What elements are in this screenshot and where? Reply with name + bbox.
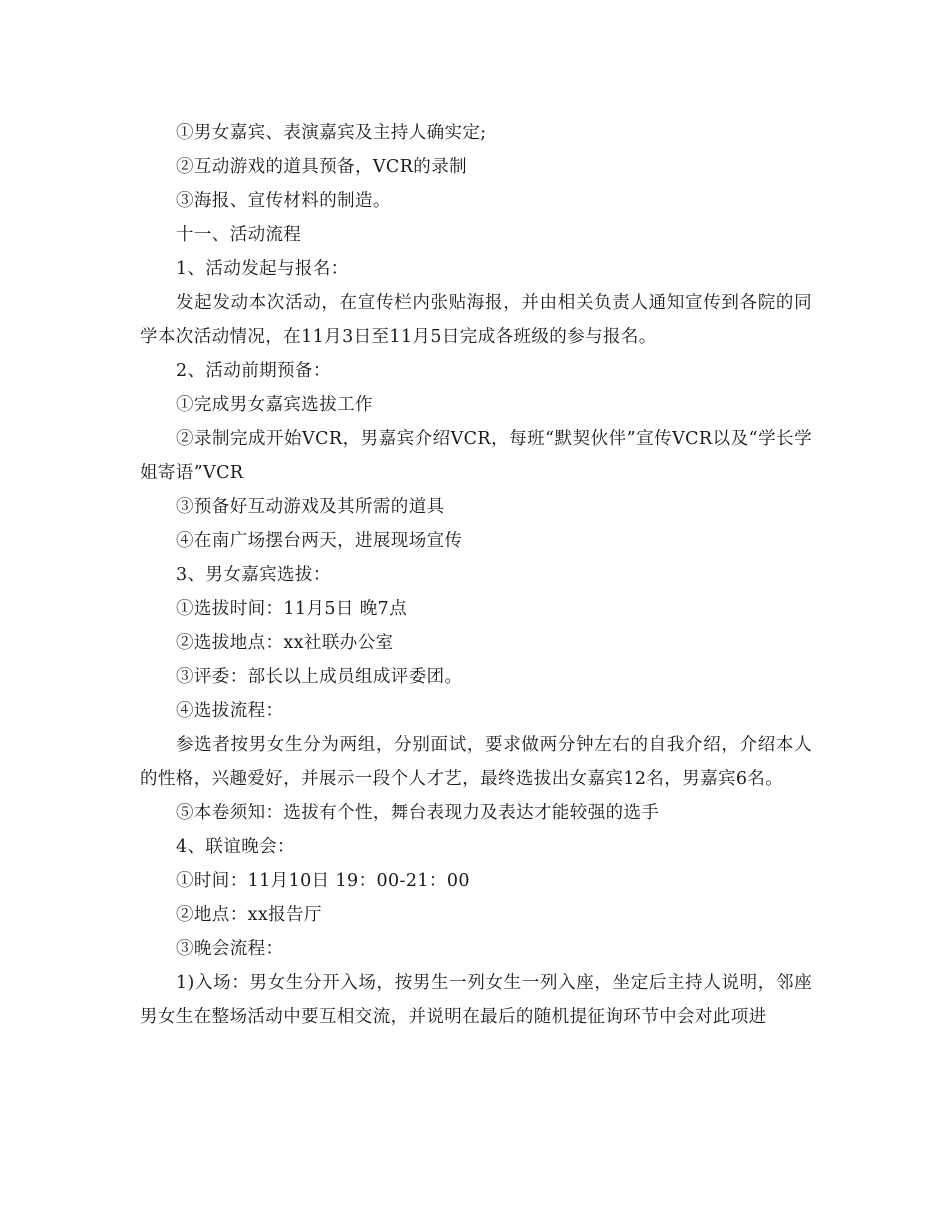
list-item-selection-time: ①选拔时间：11月5日 晚7点 (176, 599, 408, 619)
paragraph-entrance: 1)入场：男女生分开入场，按男生一列女生一列入座，坐定后主持人说明，邻座男女生在整场活动中要互相交流，并说明在最后的随机提征询环节中会对此项进 (140, 973, 812, 1027)
list-item-posters: ③海报、宣传材料的制造。 (176, 191, 391, 211)
list-item-hosts-confirmed: ①男女嘉宾、表演嘉宾及主持人确实定; (176, 123, 487, 143)
list-item-selection-process: ④选拔流程： (176, 701, 284, 721)
list-item-party-location: ②地点：xx报告厅 (176, 905, 322, 925)
list-item-judges: ③评委：部长以上成员组成评委团。 (176, 667, 463, 687)
subheading-preparation: 2、活动前期预备： (176, 361, 331, 381)
list-item-selection-location: ②选拔地点：xx社联办公室 (176, 633, 394, 653)
paragraph-selection-details: 参选者按男女生分为两组，分别面试，要求做两分钟左右的自我介绍，介绍本人的性格，兴趣爱好，并展示一段个人才艺，最终选拔出女嘉宾12名，男嘉宾6名。 (140, 735, 812, 789)
list-item-booth: ④在南广场摆台两天，进展现场宣传 (176, 531, 463, 551)
list-item-props-vcr: ②互动游戏的道具预备，VCR的录制 (176, 157, 468, 177)
list-item-party-time: ①时间：11月10日 19：00-21：00 (176, 871, 470, 891)
document-body (140, 116, 812, 1034)
subheading-evening-party: 4、联谊晚会： (176, 837, 295, 857)
list-item-guest-selection: ①完成男女嘉宾选拔工作 (176, 395, 373, 415)
paragraph-launch-details: 发起发动本次活动，在宣传栏内张贴海报，并由相关负责人通知宣传到各院的同学本次活动情况，在11月3日至11月5日完成各班级的参与报名。 (140, 293, 812, 347)
list-item-party-flow: ③晚会流程： (176, 939, 284, 959)
subheading-guest-selection: 3、男女嘉宾选拔： (176, 565, 331, 585)
section-heading-activity-flow: 十一、活动流程 (176, 225, 302, 245)
list-item-record-vcr: ②录制完成开始VCR，男嘉宾介绍VCR，每班“默契伙伴”宣传VCR以及“学长学姐寄语”VCR (140, 429, 812, 483)
list-item-notes: ⑤本卷须知：选拔有个性，舞台表现力及表达才能较强的选手 (176, 803, 660, 823)
list-item-game-props: ③预备好互动游戏及其所需的道具 (176, 497, 445, 517)
subheading-launch-registration: 1、活动发起与报名： (176, 259, 349, 279)
